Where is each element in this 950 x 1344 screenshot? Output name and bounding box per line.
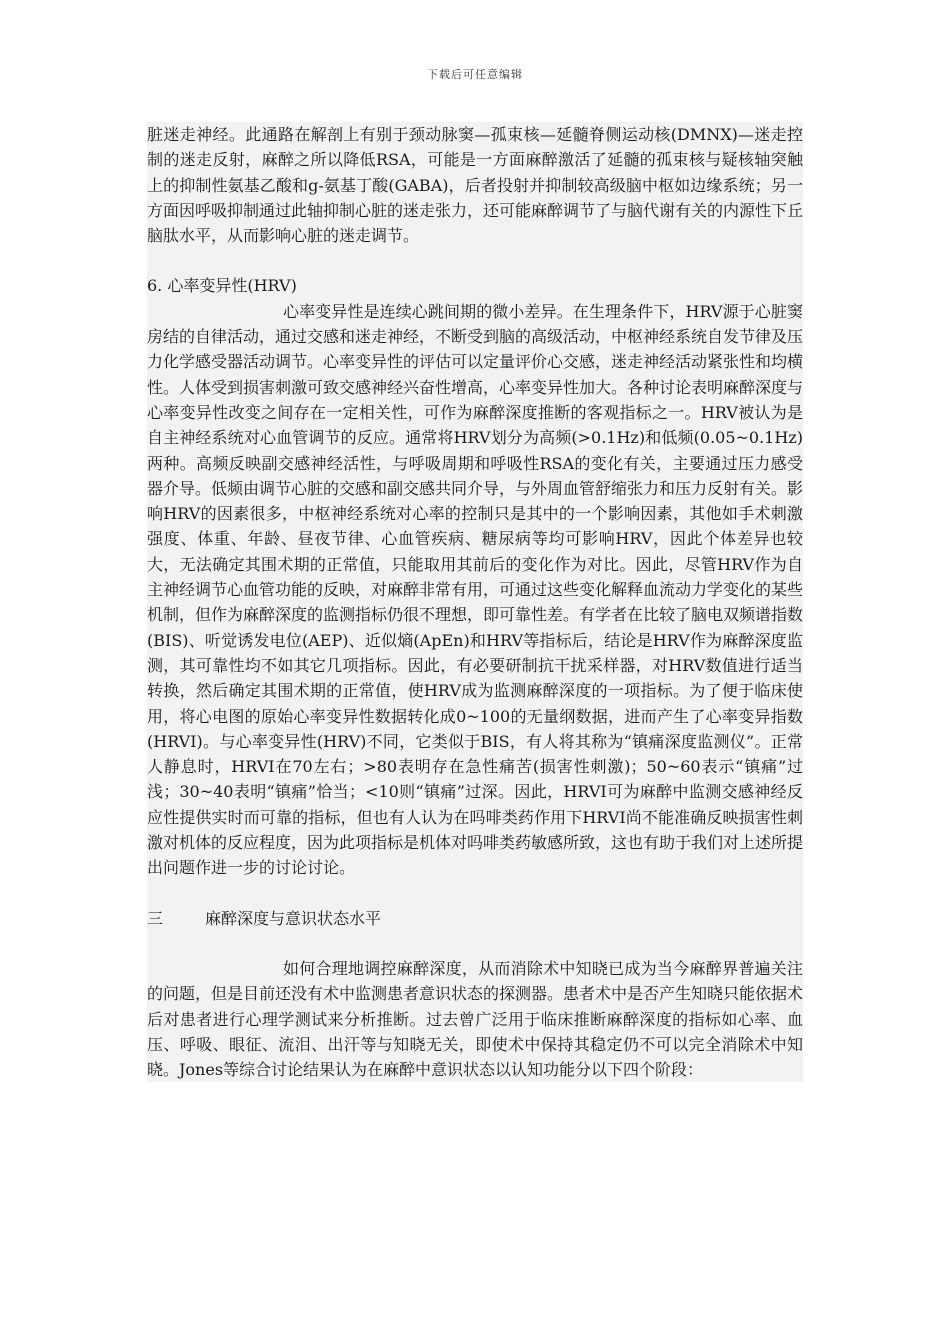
section-3-body: 如何合理地调控麻醉深度，从而消除术中知晓已成为当今麻醉界普遍关注的问题，但是目前还没有术中监测患者意识状态的探测器。患者术中是否产生知晓只能依据术后对患者进行心理学测试来分析推断。过去曾广泛用于临床推断麻醉深度的指标如心率、血压、呼吸、眼征、流泪、出汗等与知晓无关，即使术中保持其稳定仍不可以完全消除术中知晓。Jones等综合讨论结果认为在麻醉中意识状态以认知功能分以下四个阶段：	[147, 958, 804, 1080]
document-body	[147, 122, 803, 1082]
paragraph-continued: 脏迷走神经。此通路在解剖上有别于颈动脉窦—孤束核—延髓脊侧运动核(DMNX)—迷走控制的迷走反射，麻醉之所以降低RSA，可能是一方面麻醉激活了延髓的孤束核与疑核轴突触上的抑制性氨基乙酸和g-氨基丁酸(GABA)，后者投射并抑制较高级脑中枢如边缘系统；另一方面因呼吸抑制通过此轴抑制心脏的迷走张力，还可能麻醉调节了与脑代谢有关的内源性下丘脑肽水平，从而影响心脏的迷走调节。	[147, 125, 804, 246]
section-6-heading: 6. 心率变异性(HRV)	[147, 276, 297, 296]
page-header-note: 下载后可任意编辑	[427, 68, 523, 81]
paragraph-gap	[147, 881, 803, 906]
paragraph-gap	[147, 248, 803, 273]
paragraph-gap	[147, 931, 803, 956]
section-3-title: 麻醉深度与意识状态水平	[205, 908, 382, 928]
section-3-heading	[147, 906, 803, 931]
section-6-body: 心率变异性是连续心跳间期的微小差异。在生理条件下，HRV源于心脏窦房结的自律活动，通过交感和迷走神经，不断受到脑的高级活动，中枢神经系统自发节律及压力化学感受器活动调节。心率变异性的评估可以定量评价心交感，迷走神经活动紧张性和均横性。人体受到损害刺激可致交感神经兴奋性增高，心率变异性加大。各种讨论表明麻醉深度与心率变异性改变之间存在一定相关性，可作为麻醉深度推断的客观指标之一。HRV被认为是自主神经系统对心血管调节的反应。通常将HRV划分为高频(>0.1Hz)和低频(0.05~0.1Hz)两种。高频反映副交感神经活性，与呼吸周期和呼吸性RSA的变化有关，主要通过压力感受器介导。低频由调节心脏的交感和副交感共同介导，与外周血管舒缩张力和压力反射有关。影响HRV的因素很多，中枢神经系统对心率的控制只是其中的一个影响因素，其他如手术刺激强度、体重、年龄、昼夜节律、心血管疾病、糖尿病等均可影响HRV，因此个体差异也较大，无法确定其围术期的正常值，只能取用其前后的变化作为对比。因此，尽管HRV作为自主神经调节心血管功能的反映，对麻醉非常有用，可通过这些变化解释血流动力学变化的某些机制，但作为麻醉深度的监测指标仍很不理想，即可靠性差。有学者在比较了脑电双频谱指数(BIS)、听觉诱发电位(AEP)、近似熵(ApEn)和HRV等指标后，结论是HRV作为麻醉深度监测，其可靠性均不如其它几项指标。因此，有必要研制抗干扰采样器，对HRV数值进行适当转换，然后确定其围术期的正常值，使HRV成为监测麻醉深度的一项指标。为了便于临床使用，将心电图的原始心率变异性数据转化成0~100的无量纲数据，进而产生了心率变异指数(HRVI)。与心率变异性(HRV)不同，它类似于BIS，有人将其称为“镇痛深度监测仪”。正常人静息时，HRVI在70左右；>80表明存在急性痛苦(损害性刺激)；50~60表示“镇痛”过浅；30~40表明“镇痛”恰当；<10则“镇痛”过深。因此，HRVI可为麻醉中监测交感神经反应性提供实时而可靠的指标，但也有人认为在吗啡类药作用下HRVI尚不能准确反映损害性刺激对机体的反应程度，因为此项指标是机体对吗啡类药敏感所致，这也有助于我们对上述所提出问题作进一步的讨论讨论。	[147, 301, 804, 878]
section-3-number: 三	[147, 908, 164, 928]
